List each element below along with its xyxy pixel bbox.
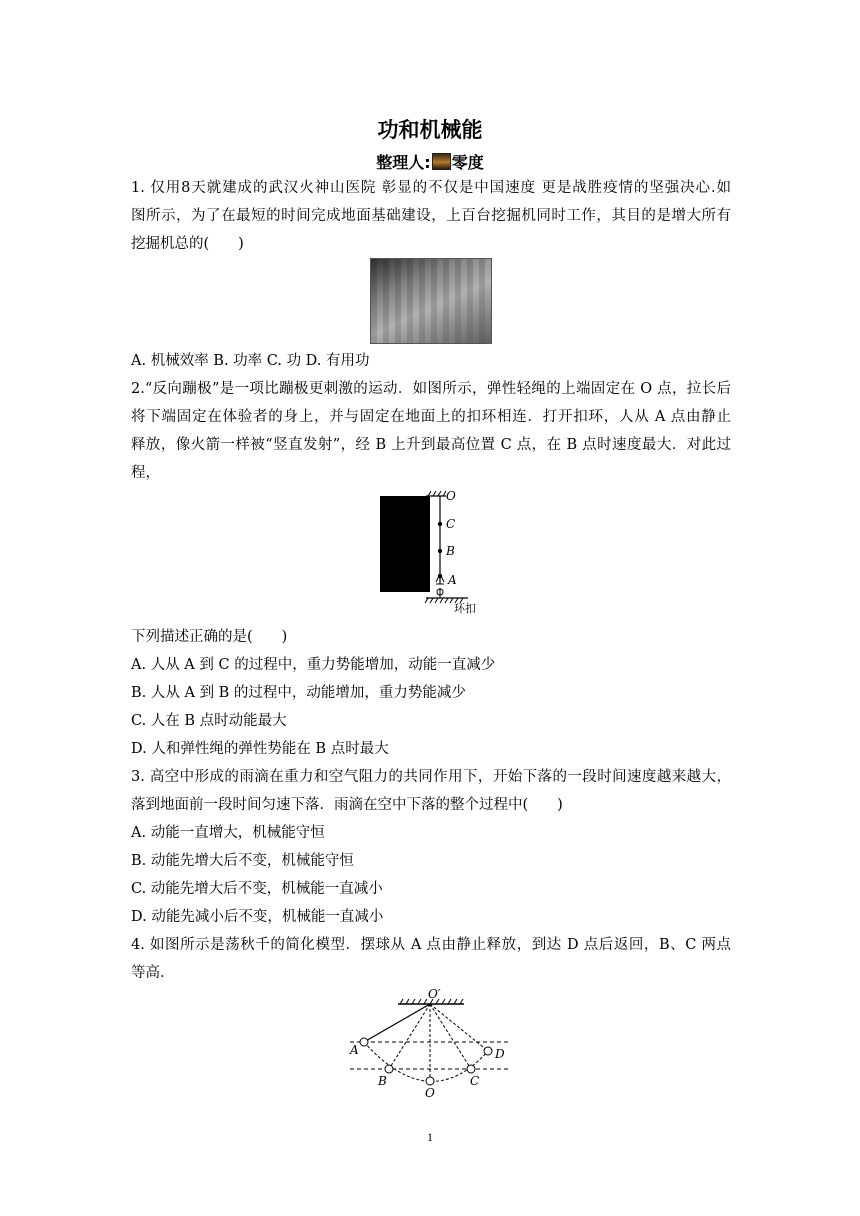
author-line (0, 150, 860, 173)
q2-line-4: 程， (131, 465, 160, 481)
q2-line-3: 释放，像火箭一样被“竖直发射”，经 B 上升到最高位置 C 点，在 B 点时速度最大．对此过 (131, 437, 731, 453)
point-C-label: C (446, 517, 456, 531)
q3-option-a: A. 动能一直增大，机械能守恒 (131, 825, 325, 841)
point-O-label: O (425, 1086, 435, 1100)
author-name: 零度 (451, 153, 484, 172)
q2-option-d: D. 人和弹性绳的弹性势能在 B 点时最大 (131, 741, 389, 757)
author-prefix: 整理人: (376, 153, 431, 172)
q4-line-2: 等高． (131, 965, 175, 981)
q3-line-2: 落到地面前一段时间匀速下落．雨滴在空中下落的整个过程中( ) (131, 797, 563, 813)
q1-line-1: 1. 仅用8天就建成的武汉火神山医院 彰显的不仅是中国速度 更是战胜疫情的坚强决心.如 (131, 180, 731, 196)
q2-line-2: 将下端固定在体验者的身上，并与固定在地面上的扣环相连．打开扣环，人从 A 点由静止 (131, 409, 731, 425)
point-B-label: B (446, 544, 455, 558)
swing-model-figure (340, 986, 520, 1102)
point-B-label: B (378, 1074, 387, 1088)
q2-line-1: 2.“反向蹦极”是一项比蹦极更刺激的运动．如图所示，弹性轻绳的上端固定在 O 点，拉长后 (131, 381, 731, 397)
point-C-label: C (470, 1074, 480, 1088)
q1-line-3: 挖掘机总的( ) (131, 236, 244, 252)
point-D-label: D (495, 1047, 505, 1061)
page-number: 1 (427, 1130, 433, 1144)
point-A-label: A (448, 573, 457, 587)
author-avatar-icon (432, 153, 451, 170)
q2-stem: 下列描述正确的是( ) (131, 629, 288, 645)
reverse-bungee-figure (372, 488, 492, 618)
construction-site-photo (370, 258, 492, 344)
q2-option-a: A. 人从 A 到 C 的过程中，重力势能增加，动能一直减少 (131, 657, 496, 673)
point-O-prime-label: O′ (428, 987, 441, 1001)
q1-line-2: 图所示，为了在最短的时间完成地面基础建设，上百台挖掘机同时工作，其目的是增大所有 (131, 208, 731, 224)
ring-buckle-label: 环扣 (454, 602, 476, 615)
q2-option-b: B. 人从 A 到 B 的过程中，动能增加，重力势能减少 (131, 685, 466, 701)
q2-option-c: C. 人在 B 点时动能最大 (131, 713, 287, 729)
page-title: 功和机械能 (377, 118, 483, 142)
q3-option-b: B. 动能先增大后不变，机械能守恒 (131, 853, 354, 869)
q3-option-c: C. 动能先增大后不变，机械能一直减小 (131, 881, 383, 897)
q3-option-d: D. 动能先减小后不变，机械能一直减小 (131, 909, 384, 925)
q3-line-1: 3. 高空中形成的雨滴在重力和空气阻力的共同作用下，开始下落的一段时间速度越来越大， (131, 769, 731, 785)
q4-line-1: 4. 如图所示是荡秋千的简化模型．摆球从 A 点由静止释放，到达 D 点后返回，B、C 两点 (131, 937, 731, 953)
q1-options: A. 机械效率 B. 功率 C. 功 D. 有用功 (131, 353, 370, 369)
point-O-label: O (446, 489, 456, 503)
point-A-label: A (350, 1043, 359, 1057)
